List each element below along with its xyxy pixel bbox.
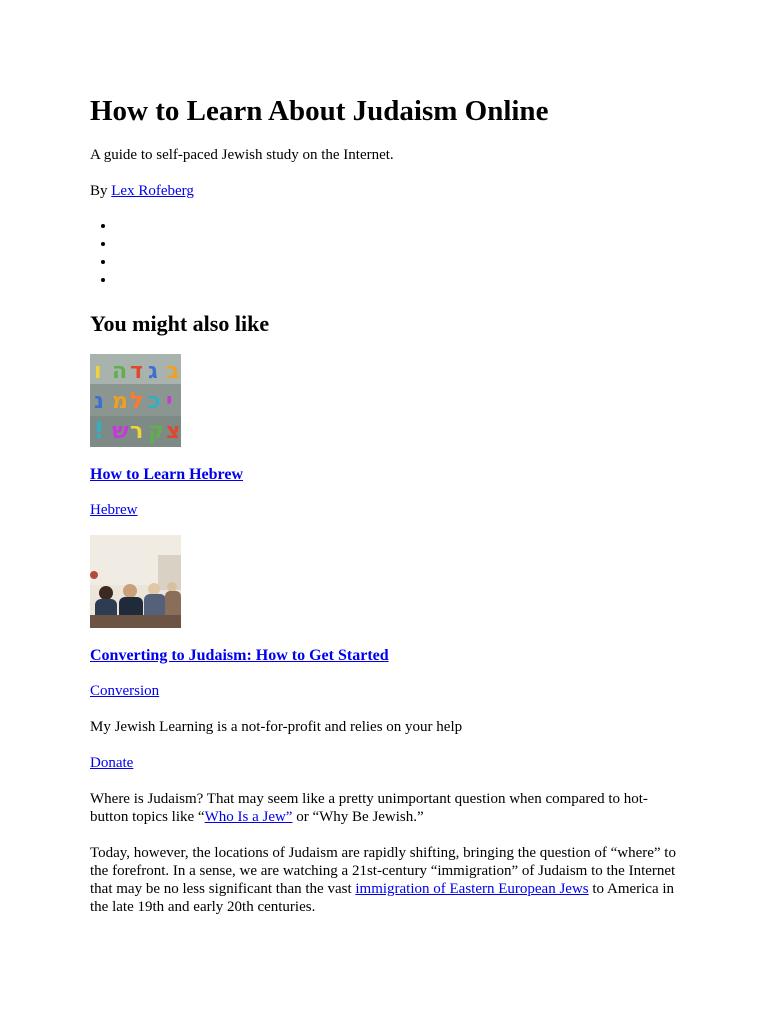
body-paragraph (90, 790, 678, 826)
article-subtitle: A guide to self-paced Jewish study on the Internet. (90, 147, 394, 163)
donation-text: My Jewish Learning is a not-for-profit and relies on your help (90, 719, 463, 735)
author-link[interactable]: Lex Rofeberg (111, 183, 194, 199)
share-item[interactable] (115, 272, 678, 290)
who-is-a-jew-link[interactable]: Who Is a Jew” (204, 809, 293, 825)
hebrew-letter-glyph: ק (148, 419, 165, 444)
hebrew-letter-glyph: ד (130, 359, 143, 384)
byline (90, 182, 678, 200)
byline-prefix: By (90, 183, 112, 199)
share-item[interactable] (115, 254, 678, 272)
related-title-link[interactable]: Converting to Judaism: How to Get Started (90, 647, 389, 664)
hebrew-letter-glyph: ל (130, 389, 144, 414)
article-title: How to Learn About Judaism Online (90, 95, 549, 127)
hebrew-letter-glyph: ש (112, 419, 129, 444)
hebrew-thumbnail-link[interactable] (90, 354, 678, 447)
hebrew-letter-glyph: כ (148, 389, 161, 414)
related-tag-link[interactable]: Conversion (90, 683, 160, 699)
related-title-link[interactable]: How to Learn Hebrew (90, 466, 244, 483)
hebrew-letter-glyph: מ (112, 389, 128, 414)
hebrew-letter-glyph: ב (166, 359, 180, 384)
share-item[interactable] (115, 236, 678, 254)
donate-link[interactable]: Donate (90, 755, 134, 771)
hebrew-letter-glyph: ה (112, 359, 128, 384)
immigration-link[interactable]: immigration of Eastern European Jews (355, 881, 589, 897)
conversion-thumbnail-link[interactable] (90, 535, 678, 628)
body-text: Where is Judaism? That may seem like a pretty unimportant question when compared to hot-button topics like “ (90, 791, 648, 825)
classroom-image (90, 535, 181, 628)
body-paragraph (90, 844, 678, 916)
related-card-conversion (90, 535, 678, 700)
share-item[interactable] (115, 218, 678, 236)
share-list (90, 218, 678, 290)
related-card-hebrew (90, 354, 678, 519)
hebrew-letter-glyph: ו (94, 359, 102, 384)
hebrew-letter-glyph: ר (130, 419, 144, 444)
hebrew-letters-image (90, 354, 181, 447)
body-text: to America in the late 19th and early 20th centuries. (90, 881, 675, 915)
related-tag-link[interactable]: Hebrew (90, 502, 138, 518)
hebrew-letter-glyph: ג (148, 359, 158, 384)
body-text: Today, however, the locations of Judaism are rapidly shifting, bringing the question of “where” to the forefront. In a sense, we are watching a 21st-century “immigration” of Judaism to the Internet that may be no less significant than the vast (90, 845, 676, 897)
hebrew-letter-glyph: צ (166, 419, 181, 444)
hebrew-letter-glyph: י (166, 389, 173, 414)
body-text: or “Why Be Jewish.” (292, 809, 424, 825)
hebrew-letter-glyph: נ (94, 389, 104, 414)
hebrew-letter-glyph: ! (94, 419, 105, 444)
related-heading: You might also like (90, 311, 270, 336)
